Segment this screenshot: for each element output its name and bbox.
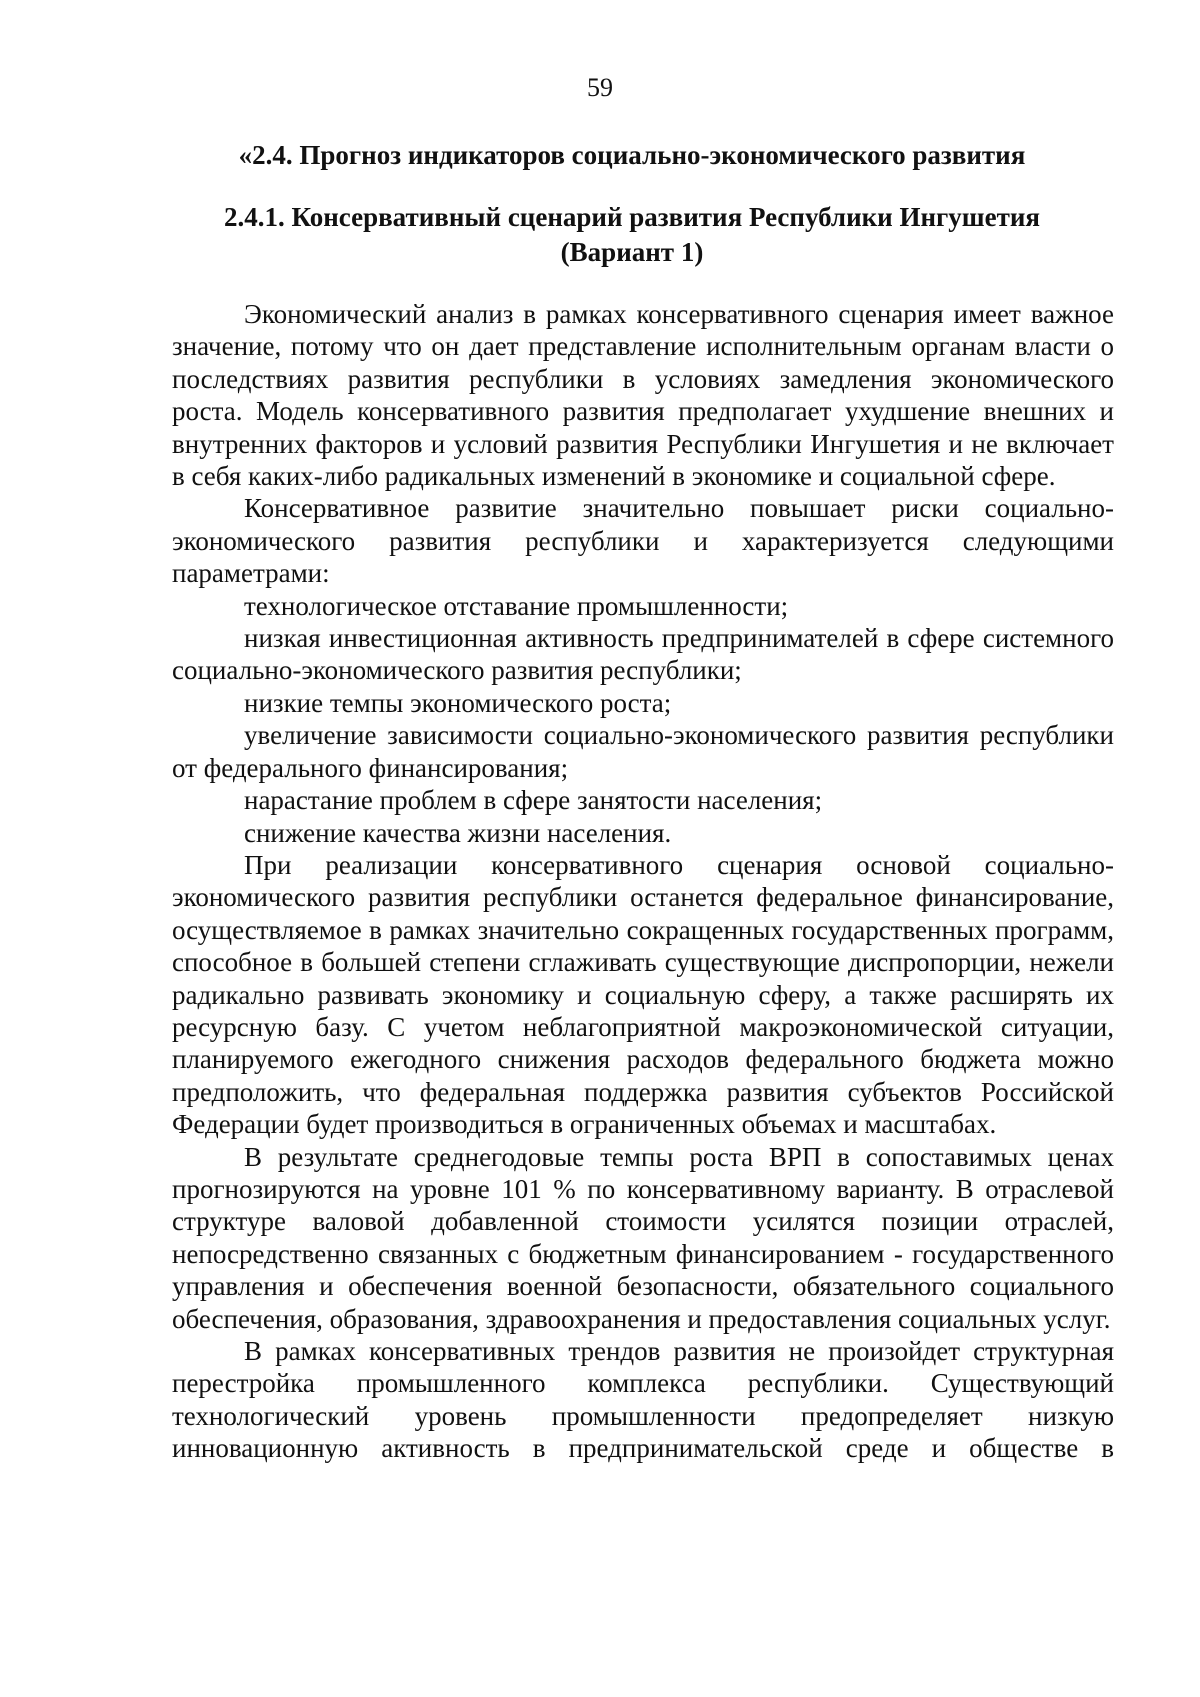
paragraph-parameters: Консервативное развитие значительно повышает риски социально-экономического развития республики и характеризуется следующими параметрами: [172,493,1114,589]
paragraph-grp-growth: В результате среднегодовые темпы роста ВРП в сопоставимых ценах прогнозируются на уровне 101 % по консервативному варианту. В отраслевой структуре валовой добавленной стоимости усилятся позиции отраслей, непосредственно связанных с бюджетным финансированием - государственного управления и обеспечения военной безопасности, обязательного социального обеспечения, образования, здравоохранения и предоставления социальных услуг. [172,1141,1114,1334]
list-item: снижение качества жизни населения. [244,817,672,848]
list-item: низкая инвестиционная активность предпринимателей в сфере системного социально-экономического развития республики; [172,623,1114,686]
subsection-heading-line-1: 2.4.1. Консервативный сценарий развития Республики Ингушетия [223,202,1041,232]
subsection-heading [172,200,1092,270]
paragraph-industry: В рамках консервативных трендов развития не произойдет структурная перестройка промышленного комплекса республики. Существующий технологический уровень промышленности предопределяет низкую инновационную активность в предпринимательской среде и обществе в [172,1336,1114,1464]
body-text [172,298,1114,1465]
list-item: низкие темпы экономического роста; [244,687,672,718]
section-heading: «2.4. Прогноз индикаторов социально-экономического развития [238,140,1026,170]
paragraph-federal-financing: При реализации консервативного сценария основой социально-экономического развития республики останется федеральное финансирование, осуществляемое в рамках значительно сокращенных государственных программ, способное в большей степени сглаживать существующие диспропорции, нежели радикально развивать экономику и социальную сферу, а также расширять их ресурсную базу. С учетом неблагоприятной макроэкономической ситуации, планируемого ежегодного снижения расходов федерального бюджета можно предположить, что федеральная поддержка развития субъектов Российской Федерации будет производиться в ограниченных объемах и масштабах. [172,849,1114,1140]
subsection-heading-line-2: (Вариант 1) [560,237,704,267]
paragraph-intro: Экономический анализ в рамках консервативного сценария имеет важное значение, потому что он дает представление исполнительным органам власти о последствиях развития республики в условиях замедления экономического роста. Модель консервативного развития предполагает ухудшение внешних и внутренних факторов и условий развития Республики Ингушетия и не включает в себя каких-либо радикальных изменений в экономике и социальной сфере. [172,299,1114,492]
list-item: технологическое отставание промышленности; [244,590,789,621]
page-number: 59 [587,73,613,102]
list-item: увеличение зависимости социально-экономического развития республики от федерального финансирования; [172,720,1114,783]
list-item: нарастание проблем в сфере занятости населения; [244,785,823,816]
